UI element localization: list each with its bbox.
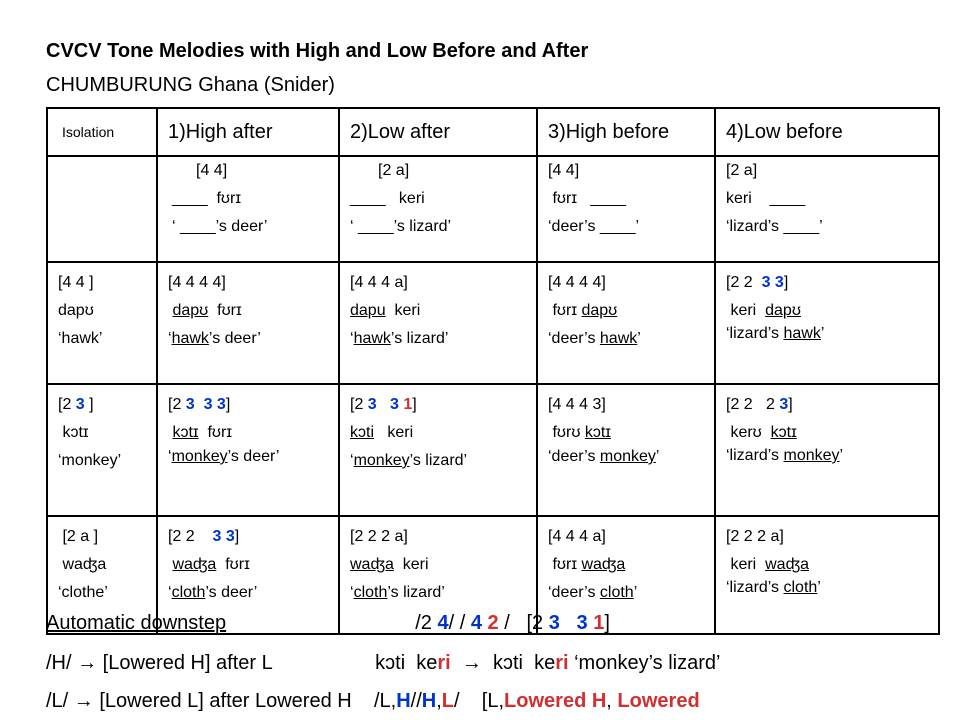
cell: [2 a] keri ____ ‘lizard’s ____’: [715, 156, 939, 262]
cell: [4 4] fʊrɪ ____ ‘deer’s ____’: [537, 156, 715, 262]
cell-isolation-empty: [47, 156, 157, 262]
header-high-after: 1)High after: [157, 108, 339, 156]
header-isolation: Isolation: [47, 108, 157, 156]
frame-word: ____ keri: [350, 190, 425, 207]
header-low-before: 4)Low before: [715, 108, 939, 156]
cell: [2 3 3 3] kɔtɪ fʊrɪ ‘monkey’s deer’: [157, 384, 339, 516]
table-row: [47, 156, 939, 262]
cell: [2 2 3 3] waʤa fʊrɪ ‘cloth’s deer’: [157, 516, 339, 634]
table-row: [47, 262, 939, 384]
cell: [4 4 4 a] dapu keri ‘hawk’s lizard’: [339, 262, 537, 384]
cell: [2 3 ] kɔtɪ ‘monkey’: [47, 384, 157, 516]
header-high-before: 3)High before: [537, 108, 715, 156]
frame-word: ____ fʊrɪ: [172, 190, 242, 207]
header-row: [47, 108, 939, 156]
table-row: [47, 384, 939, 516]
slide-subtitle: CHUMBURUNG Ghana (Snider): [46, 74, 335, 96]
frame-word: fʊrɪ ____: [548, 190, 626, 207]
cell: [4 4 4 a] fʊrɪ waʤa ‘deer’s cloth’: [537, 516, 715, 634]
cell: [4 4] ____ fʊrɪ ‘ ____’s deer’: [157, 156, 339, 262]
frame-word: keri ____: [726, 190, 806, 207]
cell: [2 2 2 a] keri waʤa ‘lizard’s cloth’: [715, 516, 939, 634]
footer-downstep: Automatic downstep /2 4/ / 4 2 / [2 3 3 1]: [46, 612, 610, 634]
cell: [4 4 ] dapʊ ‘hawk’: [47, 262, 157, 384]
cell: [4 4 4 4] dapʊ fʊrɪ ‘hawk’s deer’: [157, 262, 339, 384]
footer-lowered-h: /H/ → [Lowered H] after L kɔti keri → kɔti keri ‘monkey’s lizard’: [46, 652, 721, 674]
cell: [2 2 2 a] waʤa keri ‘cloth’s lizard’: [339, 516, 537, 634]
slide-title: CVCV Tone Melodies with High and Low Before and After: [46, 40, 589, 62]
header-low-after: 2)Low after: [339, 108, 537, 156]
footer-lowered-l: /L/ → [Lowered L] after Lowered H /L,H//H,L/ [L,Lowered H, Lowered: [46, 690, 700, 712]
cell: [2 a ] waʤa ‘clothe’: [47, 516, 157, 634]
cell: [2 2 2 3] kerʊ kɔtɪ ‘lizard’s monkey’: [715, 384, 939, 516]
cell: [4 4 4 3] fʊrʊ kɔtɪ ‘deer’s monkey’: [537, 384, 715, 516]
cell: [2 a] ____ keri ‘ ____’s lizard’: [339, 156, 537, 262]
cell: [2 3 3 1] kɔti keri ‘monkey’s lizard’: [339, 384, 537, 516]
tone-melody-table: [46, 107, 940, 635]
cell: [2 2 3 3] keri dapʊ ‘lizard’s hawk’: [715, 262, 939, 384]
cell: [4 4 4 4] fʊrɪ dapʊ ‘deer’s hawk’: [537, 262, 715, 384]
